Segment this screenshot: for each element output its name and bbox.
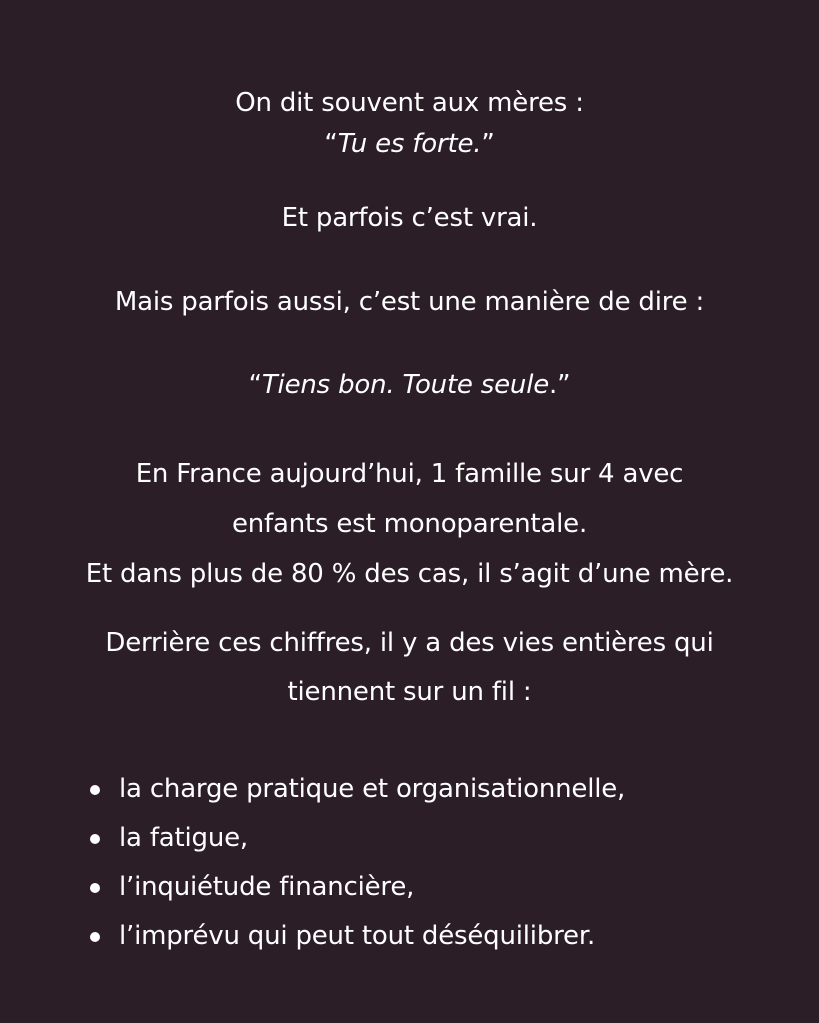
- derriere-line-2: [0, 675, 819, 709]
- intro-line: [0, 86, 819, 120]
- bullet-dot-icon: [90, 932, 100, 942]
- intro-text: On dit souvent aux mères :: [235, 88, 584, 118]
- tiens-open-mark: “: [248, 370, 262, 400]
- bullet-dot-icon: [90, 883, 100, 893]
- stats-text-2: enfants est monoparentale.: [231, 509, 588, 539]
- stats-line-3: [0, 557, 819, 591]
- mais-text: Mais parfois aussi, c’est une manière de dire :: [114, 287, 705, 317]
- derriere-text-2: tiennent sur un fil :: [287, 677, 532, 707]
- bullet-dot-icon: [90, 834, 100, 844]
- list-item-text: la charge pratique et organisationnelle,: [119, 774, 626, 804]
- quote-close-mark: ”: [481, 129, 495, 159]
- intro-quote: [0, 127, 819, 161]
- list-item-text: l’imprévu qui peut tout déséquilibrer.: [119, 921, 596, 951]
- tiens-quote: [0, 368, 819, 402]
- bullet-dot-icon: [90, 785, 100, 795]
- derriere-line-1: [0, 626, 819, 660]
- quote-open-mark: “: [324, 129, 338, 159]
- stats-text-3: Et dans plus de 80 % des cas, il s’agit d’une mère.: [85, 559, 734, 589]
- vrai-line: [0, 201, 819, 235]
- list-item-text: la fatigue,: [119, 823, 248, 853]
- mais-line: [0, 285, 819, 319]
- tiens-close-mark: .”: [549, 370, 571, 400]
- stats-line-1: [0, 457, 819, 491]
- vrai-text: Et parfois c’est vrai.: [281, 203, 538, 233]
- quote-text: Tu es forte.: [337, 129, 482, 159]
- stats-line-2: [0, 507, 819, 541]
- list-item-text: l’inquiétude financière,: [119, 872, 415, 902]
- stats-text-1: En France aujourd’hui, 1 famille sur 4 avec: [135, 459, 684, 489]
- tiens-text: Tiens bon. Toute seule: [261, 370, 550, 400]
- derriere-text-1: Derrière ces chiffres, il y a des vies entières qui: [105, 628, 714, 658]
